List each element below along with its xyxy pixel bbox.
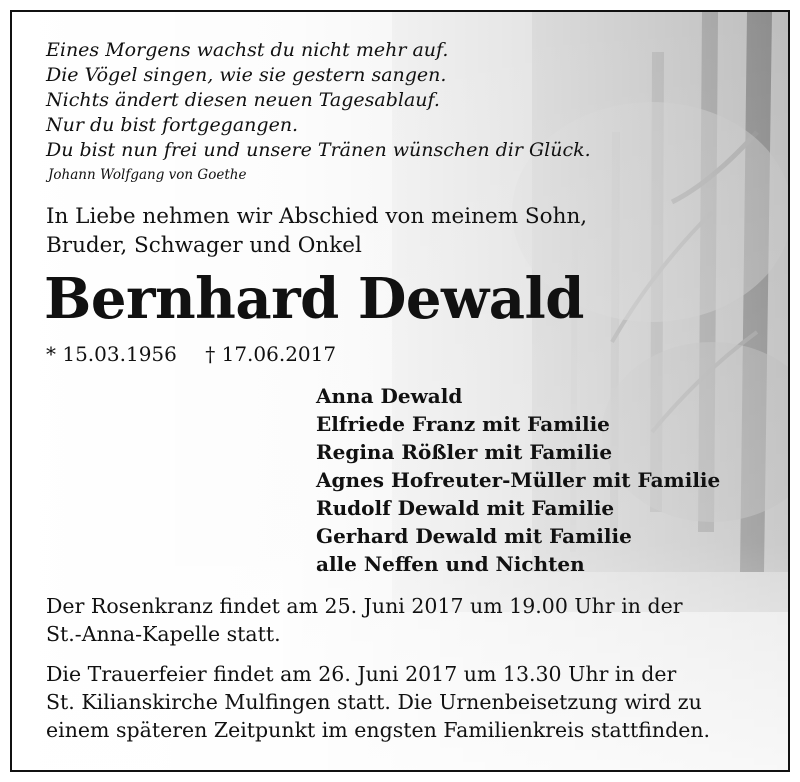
funeral-line: St. Kilianskirche Mulfingen statt. Die Urnenbeisetzung wird zu xyxy=(46,690,702,714)
intro-text xyxy=(46,202,587,260)
rosary-line: Der Rosenkranz findet am 25. Juni 2017 um 19.00 Uhr in der xyxy=(46,594,683,618)
mourner: Regina Rößler mit Familie xyxy=(316,440,613,464)
intro-line: In Liebe nehmen wir Abschied von meinem Sohn, xyxy=(46,204,588,229)
rosary-line: St.-Anna-Kapelle statt. xyxy=(46,622,281,646)
funeral-paragraph xyxy=(46,660,710,744)
mourner: Rudolf Dewald mit Familie xyxy=(316,496,615,520)
mourner: Gerhard Dewald mit Familie xyxy=(316,524,632,548)
poem-author: Johann Wolfgang von Goethe xyxy=(48,167,247,183)
intro-line: Bruder, Schwager und Onkel xyxy=(46,233,362,258)
life-dates xyxy=(46,342,358,366)
rosary-paragraph xyxy=(46,592,683,648)
mourner: alle Neffen und Nichten xyxy=(316,552,585,576)
mourners-list xyxy=(316,382,720,578)
birth-date: * 15.03.1956 xyxy=(46,342,177,366)
poem-line: Nur du bist fortgegangen. xyxy=(46,114,299,136)
mourner: Elfriede Franz mit Familie xyxy=(316,412,610,436)
poem-line: Die Vögel singen, wie sie gestern sangen. xyxy=(46,64,447,86)
poem-line: Du bist nun frei und unsere Tränen wünschen dir Glück. xyxy=(46,139,591,161)
funeral-line: Die Trauerfeier findet am 26. Juni 2017 um 13.30 Uhr in der xyxy=(46,662,677,686)
poem-line: Nichts ändert diesen neuen Tagesablauf. xyxy=(46,89,440,111)
death-date: † 17.06.2017 xyxy=(205,342,337,366)
poem xyxy=(46,38,591,163)
poem-line: Eines Morgens wachst du nicht mehr auf. xyxy=(46,39,449,61)
mourner: Anna Dewald xyxy=(316,384,463,408)
obituary-notice xyxy=(10,10,790,772)
deceased-name: Bernhard Dewald xyxy=(44,266,584,332)
funeral-line: einem späteren Zeitpunkt im engsten Familienkreis stattfinden. xyxy=(46,718,711,742)
mourner: Agnes Hofreuter-Müller mit Familie xyxy=(316,468,721,492)
